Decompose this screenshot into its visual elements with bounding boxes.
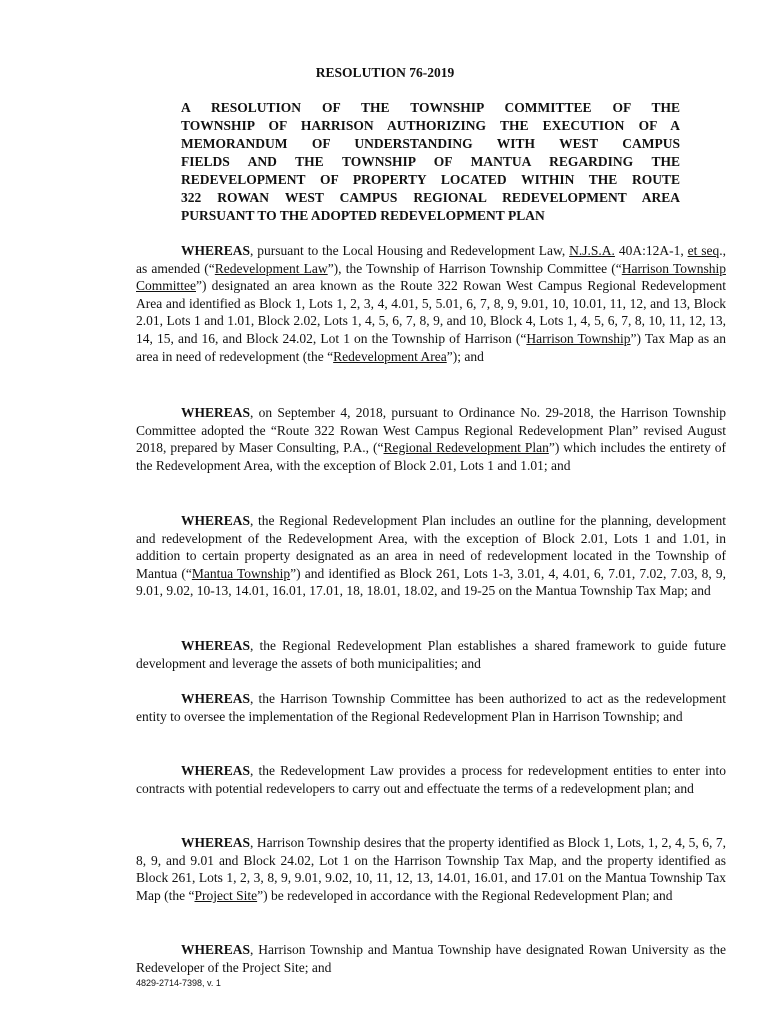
paragraph-text: , Harrison Township and Mantua Township have designated Rowan University as the Redeveloper of the Project Site; and bbox=[136, 942, 726, 975]
paragraph-text: ”) Tax Map as an area in need of redevelopment (the “ bbox=[136, 330, 726, 364]
defined-term: Regional Redevelopment Plan bbox=[383, 440, 549, 456]
heading-line: TOWNSHIP OF HARRISON AUTHORIZING THE EXECUTION OF A bbox=[181, 118, 680, 133]
whereas-paragraph-4 bbox=[136, 637, 726, 672]
defined-term: Redevelopment Area bbox=[333, 348, 447, 364]
heading-line: PURSUANT TO THE ADOPTED REDEVELOPMENT PLAN bbox=[181, 208, 545, 223]
defined-term: Redevelopment Law bbox=[214, 260, 328, 276]
paragraph-text: , the Harrison Township Committee has been authorized to act as the redevelopment entity to oversee the implementation of the Regional Redevelopment Plan in Harrison Township; and bbox=[136, 691, 726, 724]
whereas-keyword: WHEREAS bbox=[181, 763, 251, 778]
whereas-keyword: WHEREAS bbox=[181, 691, 251, 706]
whereas-paragraph-1 bbox=[136, 242, 726, 365]
heading-line: 322 ROWAN WEST CAMPUS REGIONAL REDEVELOPMENT AREA bbox=[181, 190, 680, 205]
paragraph-text: 40A:12A-1, bbox=[614, 243, 688, 258]
heading-line: REDEVELOPMENT OF PROPERTY LOCATED WITHIN THE ROUTE bbox=[181, 172, 680, 187]
whereas-keyword: WHEREAS bbox=[181, 513, 251, 528]
whereas-keyword: WHEREAS bbox=[181, 243, 251, 258]
paragraph-text: , on September 4, 2018, pursuant to Ordinance No. 29-2018, the Harrison Township Committee adopted the “Route 322 Rowan West Campus Regional Redevelopment Plan” revised August 2018, prepared by Maser Consulting, P.A., (“ bbox=[136, 405, 726, 456]
defined-term: N.J.S.A. bbox=[569, 243, 615, 258]
defined-term: Harrison Township Committee bbox=[136, 260, 726, 294]
paragraph-text: , the Redevelopment Law provides a process for redevelopment entities to enter into contracts with potential redevelopers to carry out and effectuate the terms of a redevelopment plan; and bbox=[136, 763, 726, 796]
whereas-keyword: WHEREAS bbox=[181, 405, 251, 420]
paragraph-text: , the Regional Redevelopment Plan includes an outline for the planning, development and redevelopment of the Redevelopment Area, with the exception of Block 2.01, Lots 1 and 1.01, in addition to certain property designated as an area in need of redevelopment located in the Township of Mantua (“ bbox=[136, 513, 726, 581]
paragraph-text: ., as amended (“ bbox=[136, 243, 726, 276]
whereas-paragraph-8 bbox=[136, 941, 726, 976]
paragraph-text: ”) designated an area known as the Route 322 Rowan West Campus Regional Redevelopment Area and identified as Block 1, Lots 1, 2, 3, 4, 4.01, 5, 5.01, 6, 7, 8, 9, 9.01, 10, 10.01, 11, 12, and 13, Block 2.01, Lots 1 and 1.01, Block 2.02, Lots 1, 4, 5, 6, 7, 8, 9, and 10, Block 4, Lots 1, 4, 5, 6, 7, 8, 10, 11, 12, 13, 14, 15, and 16, and Block 24.02, Lot 1 on the Township of Harrison (“ bbox=[136, 278, 726, 346]
whereas-paragraph-3 bbox=[136, 512, 726, 600]
heading-line: MEMORANDUM OF UNDERSTANDING WITH WEST CAMPUS bbox=[181, 136, 680, 151]
defined-term: Project Site bbox=[194, 887, 258, 903]
whereas-keyword: WHEREAS bbox=[181, 638, 251, 653]
document-footer-id: 4829-2714-7398, v. 1 bbox=[136, 978, 221, 988]
paragraph-text: , the Regional Redevelopment Plan establishes a shared framework to guide future development and leverage the assets of both municipalities; and bbox=[136, 638, 726, 671]
paragraph-text: ”), the Township of Harrison Township Committee (“ bbox=[327, 260, 622, 276]
defined-term: et seq bbox=[687, 243, 720, 258]
defined-term: Mantua Township bbox=[191, 565, 291, 581]
whereas-paragraph-6 bbox=[136, 762, 726, 797]
heading-line: A RESOLUTION OF THE TOWNSHIP COMMITTEE OF THE bbox=[181, 100, 680, 115]
whereas-keyword: WHEREAS bbox=[181, 942, 251, 957]
resolution-title: RESOLUTION 76-2019 bbox=[315, 65, 455, 80]
paragraph-text: , pursuant to the Local Housing and Redevelopment Law, bbox=[250, 243, 570, 258]
paragraph-text: , Harrison Township desires that the property identified as Block 1, Lots, 1, 2, 4, 5, 6, 7, 8, 9, and 9.01 and Block 24.02, Lot 1 on the Harrison Township Tax Map, and the property identified as Block 261, Lots 1, 2, 3, 8, 9, 9.01, 9.02, 10, 11, 12, 13, 14.01, 16.01, and 17.01 on the Mantua Township Tax Map (the “ bbox=[136, 835, 726, 903]
whereas-paragraph-5 bbox=[136, 690, 726, 725]
paragraph-text: ”); and bbox=[446, 348, 484, 364]
heading-line: FIELDS AND THE TOWNSHIP OF MANTUA REGARDING THE bbox=[181, 154, 680, 169]
whereas-keyword: WHEREAS bbox=[181, 835, 251, 850]
paragraph-text: ”) and identified as Block 261, Lots 1-3, 3.01, 4, 4.01, 6, 7.01, 7.02, 7.03, 8, 9, 9.01, 9.02, 10-13, 14.01, 16.01, 17.01, 18, 18.01, 18.02, and 19-25 on the Mantua Township Tax Map; and bbox=[136, 565, 727, 599]
paragraph-text: ”) be redeveloped in accordance with the Regional Redevelopment Plan; and bbox=[257, 887, 673, 903]
whereas-paragraph-2 bbox=[136, 404, 726, 474]
whereas-paragraph-7 bbox=[136, 834, 726, 904]
resolution-heading bbox=[181, 99, 680, 225]
paragraph-text: ”) which includes the entirety of the Redevelopment Area, with the exception of Block 2.01, Lots 1 and 1.01; and bbox=[136, 440, 726, 473]
defined-term: Harrison Township bbox=[526, 330, 631, 346]
